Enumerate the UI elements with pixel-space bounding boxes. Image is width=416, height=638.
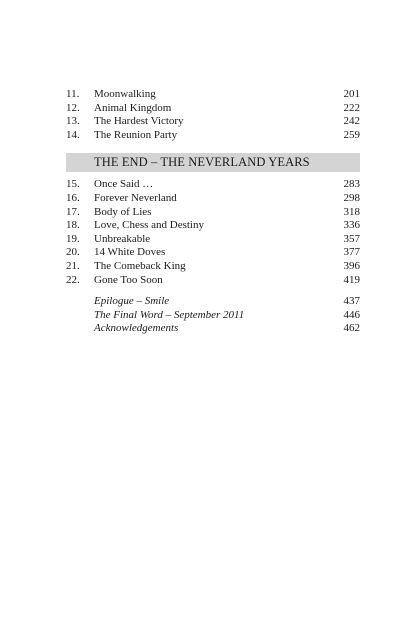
chapter-title: Body of Lies bbox=[94, 205, 152, 218]
toc-entry bbox=[66, 129, 360, 143]
page-number: 222 bbox=[343, 101, 360, 114]
back-matter-title: Epilogue – Smile bbox=[94, 295, 170, 308]
toc-entry bbox=[66, 102, 360, 116]
toc-entry bbox=[66, 309, 360, 323]
page-number: 396 bbox=[343, 259, 360, 272]
chapter-title: The Comeback King bbox=[94, 259, 186, 272]
chapter-number: 20. bbox=[66, 246, 80, 259]
chapter-title: The Reunion Party bbox=[94, 128, 178, 141]
toc-entry bbox=[66, 274, 360, 288]
chapter-title: Moonwalking bbox=[94, 88, 156, 100]
page-number: 242 bbox=[343, 115, 360, 128]
chapter-title: 14 White Doves bbox=[94, 246, 166, 259]
back-matter-list bbox=[66, 295, 360, 336]
toc-entry bbox=[66, 260, 360, 274]
page-number: 318 bbox=[343, 205, 360, 218]
chapter-number: 13. bbox=[66, 115, 80, 128]
chapter-title: Animal Kingdom bbox=[94, 101, 172, 114]
toc-entry bbox=[66, 219, 360, 233]
toc-entry bbox=[66, 192, 360, 206]
back-matter-title: Acknowledgements bbox=[94, 322, 179, 335]
chapter-number: 19. bbox=[66, 232, 80, 245]
page-number: 377 bbox=[343, 246, 360, 259]
chapter-number: 11. bbox=[66, 88, 80, 100]
page-number: 437 bbox=[343, 295, 360, 308]
chapter-title: Love, Chess and Destiny bbox=[94, 219, 204, 232]
part-heading: THE END – THE NEVERLAND YEARS bbox=[66, 153, 360, 172]
chapter-title: Once Said … bbox=[94, 178, 154, 191]
page-number: 336 bbox=[343, 219, 360, 232]
page-number: 462 bbox=[343, 322, 360, 335]
table-of-contents bbox=[66, 88, 360, 336]
page-number: 298 bbox=[343, 191, 360, 204]
toc-entry bbox=[66, 322, 360, 336]
chapter-number: 18. bbox=[66, 219, 80, 232]
chapter-title: Unbreakable bbox=[94, 232, 151, 245]
toc-entry bbox=[66, 246, 360, 260]
back-matter-title: The Final Word – September 2011 bbox=[94, 308, 245, 321]
chapter-number: 16. bbox=[66, 191, 80, 204]
page-number: 201 bbox=[343, 88, 360, 100]
chapter-title: Forever Neverland bbox=[94, 191, 177, 204]
toc-entry bbox=[66, 88, 360, 102]
chapter-number: 12. bbox=[66, 101, 80, 114]
page-number: 446 bbox=[343, 308, 360, 321]
chapter-number: 15. bbox=[66, 178, 80, 191]
toc-entry bbox=[66, 178, 360, 192]
page-number: 419 bbox=[343, 273, 360, 286]
chapter-list-neverland-years bbox=[66, 178, 360, 287]
chapter-title: The Hardest Victory bbox=[94, 115, 184, 128]
page-number: 283 bbox=[343, 178, 360, 191]
toc-entry bbox=[66, 233, 360, 247]
toc-entry bbox=[66, 206, 360, 220]
chapter-list-part-continued bbox=[66, 88, 360, 142]
toc-entry bbox=[66, 295, 360, 309]
chapter-number: 14. bbox=[66, 128, 80, 141]
chapter-number: 22. bbox=[66, 273, 80, 286]
toc-entry bbox=[66, 115, 360, 129]
chapter-number: 17. bbox=[66, 205, 80, 218]
page-number: 259 bbox=[343, 128, 360, 141]
page-number: 357 bbox=[343, 232, 360, 245]
chapter-number: 21. bbox=[66, 259, 80, 272]
chapter-title: Gone Too Soon bbox=[94, 273, 163, 286]
